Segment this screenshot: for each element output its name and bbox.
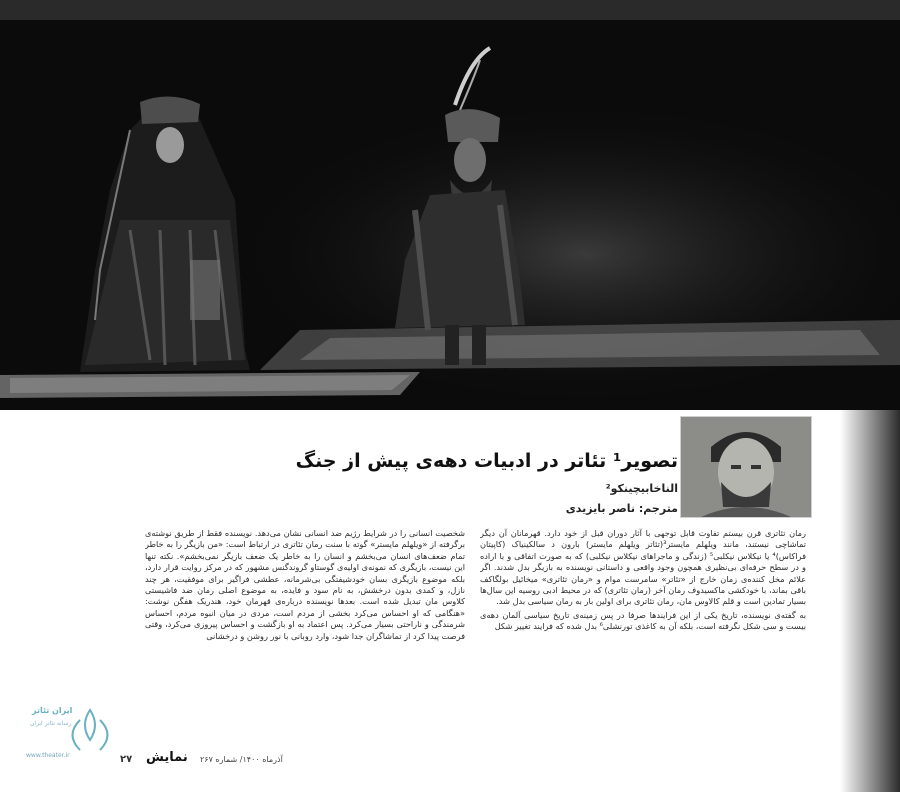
magazine-logo: نمایش: [146, 750, 188, 765]
stage-performance-photo: [0, 20, 900, 410]
author-name: النا‌خابیچینکو²: [605, 482, 678, 495]
paragraph: رمان تئاتری قرن بیستم تفاوت قابل توجهی با آثار دوران قبل از خود دارد. قهرمانان آن دیگر تماشاچی نیستند، مانند ویلهلم مایستر³(تئاتر ویلهلم مایستر) بارون د سالکینیاک (کاپیتان فراکاس)⁴ یا نیکلاس نیکلبی⁵ (زندگی و ماجراهای نیکلاس نیکلبی) که به صورت اتفاقی و با اراده و در سطح حرفه‌ای بی‌نظیری همچون وجود واقعی و داستانی نویسنده به بازیگر بدل شدند. اگر علائم مخل کننده‌ی زمان خارج از «تئاتر» سامرست موام و «رمان تئاتری» میخائیل بولگاکف باقی بماند، با خودکشی ماکسیدوف رمان آخر (رمان تئاتری) که در محیط ادبی روسیه این سال‌ها بسیار تمادین است و قلم کالاوس مان، رمان تئاتری برای اولین بار به رمان سیاسی بدل شد.: [480, 528, 806, 607]
watermark-tagline: رسانه تئاتر ایران: [30, 720, 72, 727]
watermark-name: ایران تئاتر: [32, 706, 73, 715]
translator-name: مترجم: ناصر بایزیدی: [565, 502, 678, 515]
translator-portrait: [680, 416, 812, 518]
portrait-illustration: [681, 417, 811, 517]
paragraph: شخصیت انسانی را در شرایط رژیم ضد انسانی نشان می‌دهد. نویسنده فقط از طریق نوشته‌ی برگرفته از «ویلهلم مایستر» گوته با سنت رمان تئاتری در ارتباط است: «من بازیگر را به خاطر تمام ضعف‌های انسان می‌بخشم و انسان را به خاطر یک ضعف بازیگر نمی‌بخشم». نکته تنها این نیست، بازیگری که نمونه‌ی اولیه‌ی گوستاو گروندگنس مشهور که در مرکز روایت قرار دارد، بلکه موضوع بازیگری بسان خودشیفتگی بی‌شرمانه، عطشی فراگیر برای موفقیت، هر چند نازل، و کمدی بدون درخشش، به نام سود و فایده، به موضوع اصلی رمان ضد فاشیستی کلاوس مان تبدیل شده است. بعدها نویسنده درباره‌ی قهرمان خود، هندریک هفگن نوشت: «هنگامی که او احساس می‌کرد بخشی از مردم است، مردی در میان انبوه مردم، احساس شرمندگی و ناراحتی بسیار می‌کرد. پس اعتماد به او بازگشت و احساس پیروزی می‌کرد، وقتی فرصت پیدا کرد از تماشاگران جدا شود، وارد روبانی با نور روشن و درخشانی: [145, 528, 465, 641]
page-footer: [120, 748, 370, 772]
body-column-left: [145, 528, 465, 728]
watermark-url: www.theater.ir: [26, 752, 70, 759]
issue-info: آذرماه ۱۴۰۰/ شماره ۲۶۷: [200, 755, 283, 764]
iran-theater-watermark: [20, 700, 120, 770]
body-column-right: [480, 528, 806, 728]
page-edge-shadow: [840, 410, 900, 792]
magazine-page: [0, 20, 900, 792]
paragraph: به گفته‌ی نویسنده، تاریخ یکی از این فرایندها صرفا در پس زمینه‌ی تاریخ سیاسی آلمان دهه‌ی بیست و سی شکل نگرفته است، بلکه آن به کاغذی تورنشلی⁶ بدل شده که فرایند تغییر شکل: [480, 609, 806, 632]
article-title: تصویر¹ تئاتر در ادبیات دهه‌ی پیش از جنگ: [295, 450, 678, 472]
page-number: ۲۷: [120, 754, 133, 765]
stage-illustration: [0, 20, 900, 410]
